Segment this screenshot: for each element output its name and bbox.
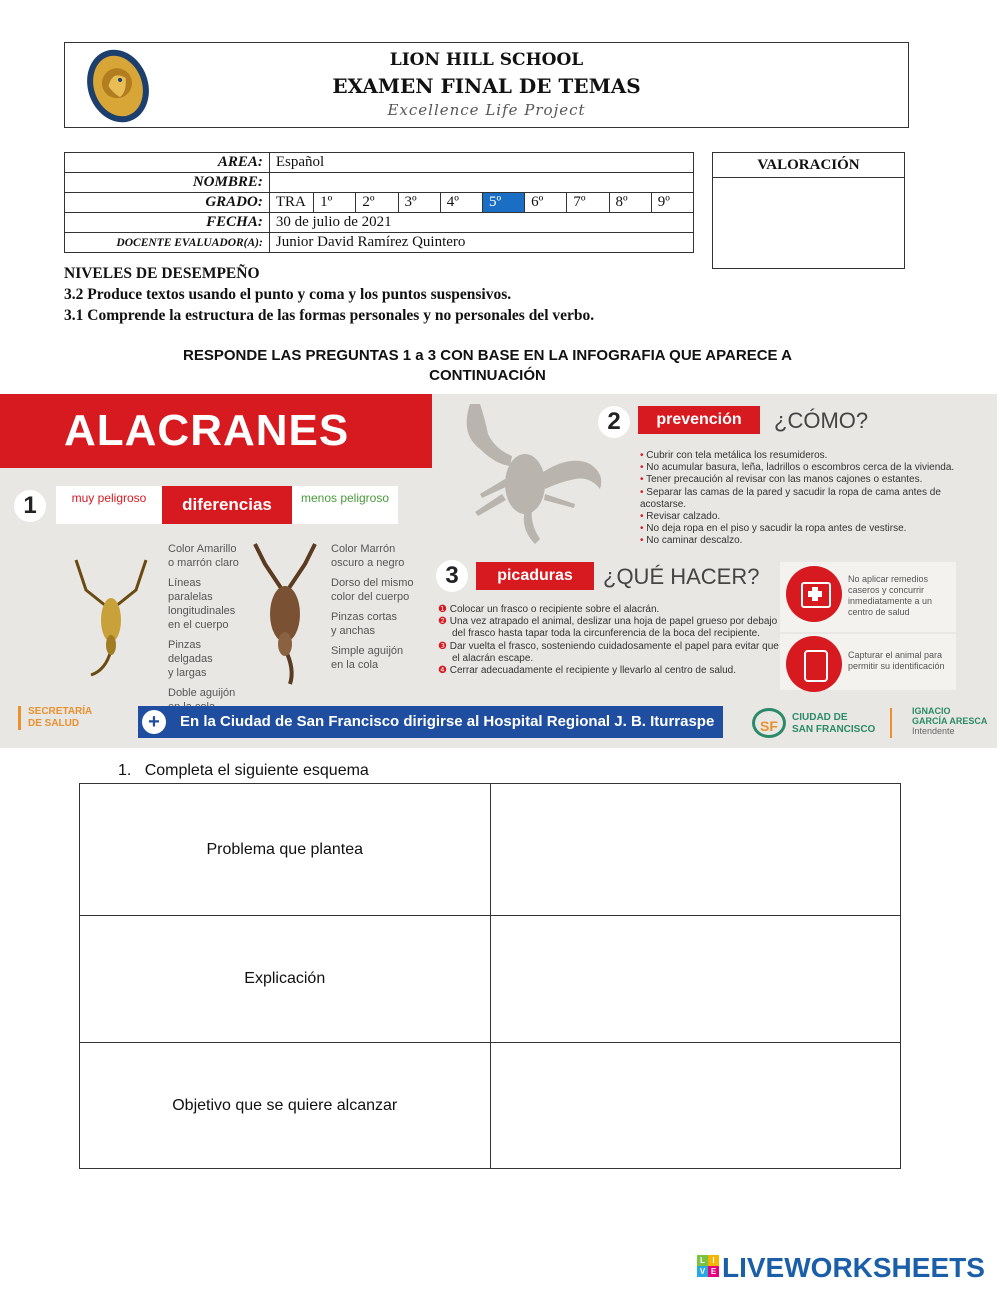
area-value: Español [269,153,693,173]
nombre-label: NOMBRE: [65,173,270,193]
very-dangerous-label: muy peligroso [56,486,162,524]
grade-option[interactable]: 7º [567,193,609,213]
grade-option[interactable]: 2º [356,193,398,213]
grade-row [65,193,694,213]
scheme-row-label: Problema que plantea [80,784,491,916]
valoracion-box [712,152,905,269]
scheme-answer-field[interactable] [490,916,901,1043]
exam-title: EXAMEN FINAL DE TEMAS [332,74,641,98]
scorpion-silhouette-icon [440,394,620,554]
grado-label: GRADO: [65,193,270,213]
hospital-banner-text: En la Ciudad de San Francisco dirigirse al Hospital Regional J. B. Iturraspe [180,713,715,730]
jar-icon [786,636,842,692]
question-text: Completa el siguiente esquema [144,762,369,779]
school-name: LION HILL SCHOOL [389,50,584,70]
grade-option[interactable]: 4º [440,193,482,213]
scorpion-infographic [0,394,997,748]
prevention-list: • Cubrir con tela metálica los resumideros. • No acumular basura, leña, ladrillos o escombros cerca de la vivienda. • Tener precaución al revisar con las manos cajones o estantes. • Separar las camas de la pared y sacudir la ropa de cama antes de acostarse. • Revisar calzado. • No deja ropa en el piso y sacudir la ropa antes de vestirse. • No caminar descalzo. [640,450,955,547]
city-logo-icon: SF [752,708,786,738]
grade-option[interactable]: 9º [651,193,693,213]
levels-heading: NIVELES DE DESEMPEÑO [64,265,260,282]
stings-steps: ❶ Colocar un frasco o recipiente sobre el alacrán. ❷ Una vez atrapado el animal, deslizar una hoja de papel grueso por debajo del frasco hasta tapar toda la circunferencia de la boca del recipiente. ❸ Dar vuelta el frasco, sosteniendo cuidadosamente el papel para evitar que el alacrán escape. ❹ Cerrar adecuadamente el recipiente y llevarlo al centro de salud. [438,604,779,677]
instruction-line: RESPONDE LAS PREGUNTAS 1 a 3 CON BASE EN LA INFOGRAFIA QUE APARECE A [183,347,792,364]
instruction-text [100,346,875,386]
student-info-table [64,152,694,253]
fecha-value: 30 de julio de 2021 [269,213,693,233]
scheme-row-label: Explicación [80,916,491,1043]
tip-2-text: Capturar el animal para permitir su identificación [848,650,945,671]
school-motto: Excellence Life Project [387,101,586,119]
grade-option[interactable]: 3º [398,193,440,213]
stings-label: picaduras [476,562,594,590]
area-label: AREA: [65,153,270,173]
health-secretary-logo: SECRETARÍA DE SALUD [28,706,92,729]
differences-label: diferencias [162,486,292,524]
valoracion-field[interactable] [713,178,905,269]
yellow-scorpion-traits: Color Amarillo o marrón claro Líneas paralelas longitudinales en el cuerpo Pinzas delgadas y largas Doble aguijón [168,543,239,699]
prevention-label: prevención [638,406,760,434]
prevention-question: ¿CÓMO? [774,408,869,433]
docente-label: DOCENTE EVALUADOR(A): [65,233,270,253]
question-1 [118,762,369,780]
mayor-name: IGNACIO GARCÍA ARESCA Intendente [912,706,988,736]
question-number: 1. [118,762,132,779]
instruction-line: CONTINUACIÓN [429,367,546,384]
scheme-table [79,783,901,1169]
scheme-answer-field[interactable] [490,1043,901,1169]
liveworksheets-watermark: LIVEWORKSHEETS [722,1252,985,1283]
tip-1-text: No aplicar remedios caseros y concurrir inmediatamente a un centro de salud [848,574,933,617]
performance-levels [64,263,594,326]
yellow-scorpion-icon [66,540,156,690]
section-1-number: 1 [14,490,46,522]
level-item: 3.1 Comprende la estructura de las formas personales y no personales del verbo. [64,307,595,324]
first-aid-kit-icon [786,566,842,622]
grade-option[interactable]: 6º [525,193,567,213]
less-dangerous-label: menos peligroso [292,486,398,524]
grade-option[interactable]: 8º [609,193,651,213]
stings-question: ¿QUÉ HACER? [603,564,760,589]
nombre-field[interactable] [269,173,693,193]
scheme-row [80,1043,901,1169]
grade-option[interactable]: 1º [314,193,356,213]
grade-option-selected[interactable]: 5º [482,193,524,213]
liveworksheets-logo-icon: L I V E [697,1255,719,1277]
section-3-number: 3 [436,560,468,592]
grade-option[interactable]: TRA [269,193,313,213]
brown-scorpion-icon [240,534,330,694]
infographic-title: ALACRANES [64,406,350,455]
scheme-row [80,916,901,1043]
scheme-answer-field[interactable] [490,784,901,916]
scheme-row [80,784,901,916]
city-name: CIUDAD DE SAN FRANCISCO [792,712,876,735]
docente-value: Junior David Ramírez Quintero [269,233,693,253]
medical-cross-icon: + [142,710,166,734]
scheme-row-label: Objetivo que se quiere alcanzar [80,1043,491,1169]
valoracion-label: VALORACIÓN [713,153,905,178]
level-item: 3.2 Produce textos usando el punto y coma y los puntos suspensivos. [64,286,512,303]
section-2-number: 2 [598,406,630,438]
fecha-label: FECHA: [65,213,270,233]
brown-scorpion-traits: Color Marrón oscuro a negro Dorso del mismo color del cuerpo Pinzas cortas y anchas Simple aguijón en la cola [331,543,414,671]
